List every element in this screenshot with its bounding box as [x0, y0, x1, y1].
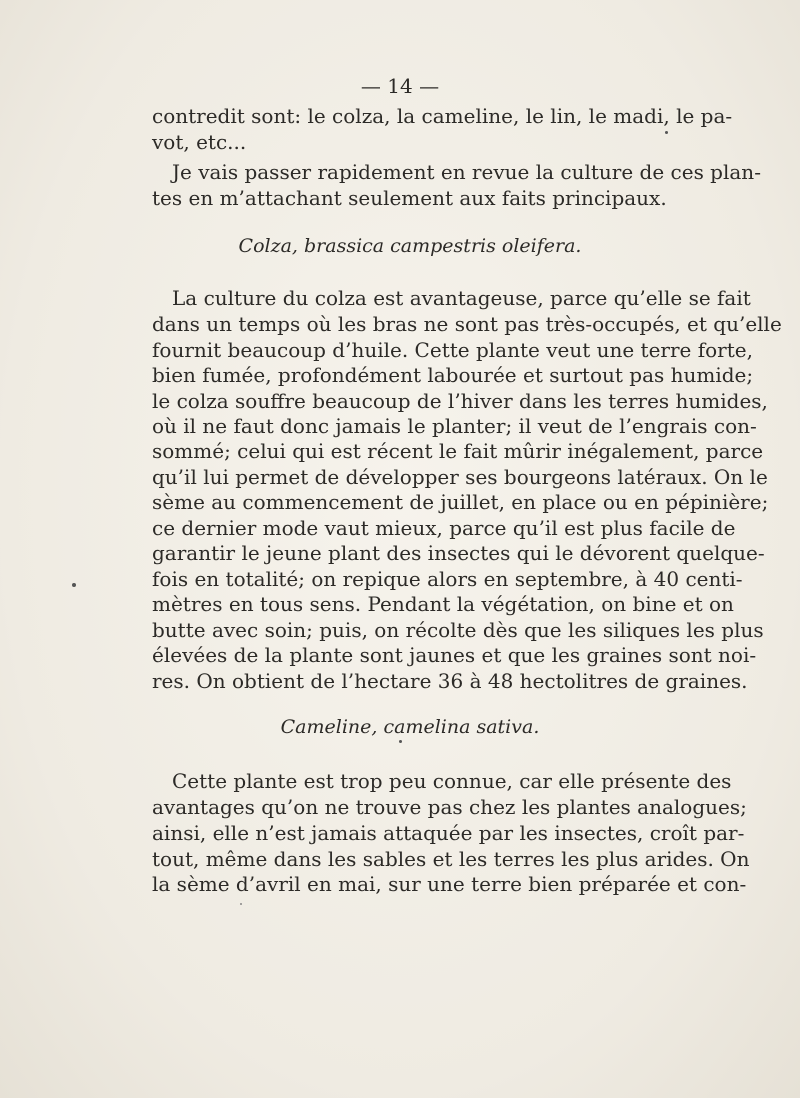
text-line: La culture du colza est avantageuse, parce qu’elle se fait: [172, 286, 751, 310]
page-number: — 14 —: [360, 74, 440, 98]
text-line: le colza souffre beaucoup de l’hiver dans les terres humides,: [152, 389, 768, 413]
text-line: ainsi, elle n’est jamais attaquée par les insectes, croît par-: [152, 821, 745, 845]
text-line: sommé; celui qui est récent le fait mûrir inégalement, parce: [152, 439, 764, 463]
text-line: avantages qu’on ne trouve pas chez les plantes analogues;: [152, 795, 747, 819]
text-line: ce dernier mode vaut mieux, parce qu’il est plus facile de: [152, 516, 736, 540]
text-line: garantir le jeune plant des insectes qui le dévorent quelque-: [152, 541, 765, 565]
ink-speck: [72, 583, 76, 587]
text-line: fois en totalité; on repique alors en septembre, à 40 centi-: [152, 567, 743, 591]
text-line: mètres en tous sens. Pendant la végétation, on bine et on: [152, 592, 734, 616]
section-heading-cameline: Cameline, camelina sativa.: [280, 716, 540, 738]
text-line: fournit beaucoup d’huile. Cette plante veut une terre forte,: [152, 338, 753, 362]
text-line: Cette plante est trop peu connue, car elle présente des: [172, 769, 732, 793]
text-line: tout, même dans les sables et les terres les plus arides. On: [152, 847, 750, 871]
ink-speck: [240, 903, 242, 905]
text-line: sème au commencement de juillet, en place ou en pépinière;: [152, 490, 769, 514]
text-line: tes en m’attachant seulement aux faits principaux.: [152, 186, 667, 210]
text-line: dans un temps où les bras ne sont pas très-occupés, et qu’elle: [152, 312, 782, 336]
text-line: res. On obtient de l’hectare 36 à 48 hectolitres de graines.: [152, 669, 748, 693]
text-line: où il ne faut donc jamais le planter; il veut de l’engrais con-: [152, 414, 757, 438]
text-line: butte avec soin; puis, on récolte dès que les siliques les plus: [152, 618, 764, 642]
text-line: la sème d’avril en mai, sur une terre bien préparée et con-: [152, 872, 747, 896]
text-line: qu’il lui permet de développer ses bourgeons latéraux. On le: [152, 465, 768, 489]
text-line: bien fumée, profondément labourée et surtout pas humide;: [152, 363, 754, 387]
ink-speck: [399, 740, 402, 743]
section-heading-colza: Colza, brassica campestris oleifera.: [238, 235, 582, 257]
text-line: Je vais passer rapidement en revue la culture de ces plan-: [172, 160, 761, 184]
ink-speck: [665, 131, 668, 134]
text-line: contredit sont: le colza, la cameline, le lin, le madi, le pa-: [152, 104, 733, 128]
text-line: vot, etc...: [152, 130, 247, 154]
text-line: élevées de la plante sont jaunes et que les graines sont noi-: [152, 643, 757, 667]
